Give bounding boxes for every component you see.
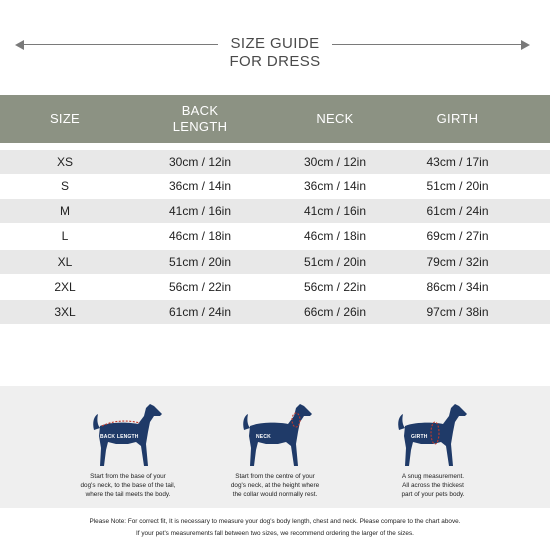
size-cell: 3XL [54,305,76,319]
measurement-guide-panel [0,386,550,508]
desc-line: dog's neck, at the height where [230,482,320,489]
girth-cell: 61cm / 24in [426,204,489,218]
header-neck-label: NECK [316,111,354,126]
neck-cell: 41cm / 16in [303,204,367,218]
size-cell: XS [56,155,73,169]
neck-cell: 51cm / 20in [303,255,367,269]
dog-back-length-illustration [88,400,168,472]
desc-line: dog's neck, to the base of the tail, [80,482,176,489]
header-neck [265,95,405,143]
size-cell: 2XL [54,280,76,294]
girth-cell: 79cm / 32in [426,255,489,269]
girth-description [358,472,508,499]
title-banner [0,32,550,72]
back-length-cell: 30cm / 12in [168,155,232,169]
back-length-cell: 56cm / 22in [168,280,232,294]
page-subtitle: FOR DRESS [229,53,321,70]
desc-line: part of your pets body. [401,491,465,498]
table-header [0,95,550,143]
table-row [0,250,550,274]
desc-line: A snug measurement. [401,473,465,480]
header-back-length [130,95,270,143]
header-girth [385,95,530,143]
neck-description [200,472,350,499]
back-length-cell: 46cm / 18in [168,229,232,243]
table-row [0,174,550,198]
right-arrow-line [332,44,526,45]
right-arrow-icon [521,40,530,50]
table-row [0,300,550,324]
header-girth-label: GIRTH [436,111,479,126]
dog-girth-illustration [393,400,473,472]
size-cell: M [60,204,70,218]
girth-cell: 69cm / 27in [426,229,489,243]
fit-note-line-1: Please Note: For correct fit, It is necessary to measure your dog's body length, chest and neck. Please compare to the chart above. [89,518,461,525]
neck-cell: 56cm / 22in [303,280,367,294]
left-arrow-icon [15,40,24,50]
back-length-cell: 61cm / 24in [168,305,232,319]
dog-label-girth: GIRTH [411,434,428,440]
desc-line: Start from the centre of your [235,473,315,480]
table-row [0,150,550,174]
header-size-label: SIZE [49,111,81,126]
dog-icon [238,400,318,472]
girth-cell: 43cm / 17in [426,155,489,169]
desc-line: Start from the base of your [90,473,166,480]
size-cell: XL [57,255,73,269]
desc-line: the collar would normally rest. [232,491,318,498]
dog-label-neck: NECK [256,434,271,440]
header-back-label-1: BACK [181,103,219,118]
back-length-cell: 51cm / 20in [168,255,232,269]
table-row [0,199,550,223]
page-title: SIZE GUIDE [230,35,320,52]
fit-note-line-2: If your pet's measurements fall between two sizes, we recommend ordering the larger of the sizes. [136,530,414,537]
neck-cell: 46cm / 18in [303,229,367,243]
size-cell: L [61,229,69,243]
table-row [0,275,550,299]
girth-cell: 97cm / 38in [426,305,489,319]
neck-cell: 66cm / 26in [303,305,367,319]
table-row [0,224,550,248]
dog-label-back-length: BACK LENGTH [100,434,139,440]
back-length-cell: 41cm / 16in [168,204,232,218]
desc-line: where the tail meets the body. [85,491,171,498]
dog-icon [393,400,473,472]
size-cell: S [60,179,69,193]
neck-cell: 36cm / 14in [303,179,367,193]
girth-cell: 51cm / 20in [426,179,489,193]
neck-cell: 30cm / 12in [303,155,367,169]
back-length-description [53,472,203,499]
dog-neck-illustration [238,400,318,472]
header-back-label-2: LENGTH [172,119,228,134]
girth-cell: 86cm / 34in [426,280,489,294]
back-length-cell: 36cm / 14in [168,179,232,193]
desc-line: All across the thickest [402,482,464,489]
header-size [0,95,130,143]
